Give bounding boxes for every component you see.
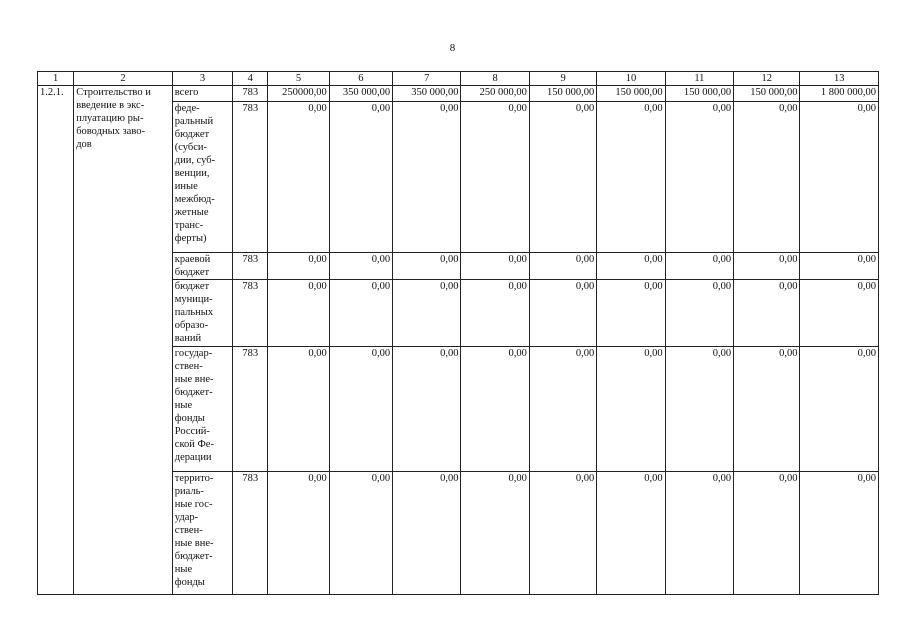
column-number-cell: 6 — [329, 72, 392, 86]
value-cell: 0,00 — [329, 102, 392, 253]
value-cell: 0,00 — [393, 253, 461, 280]
column-number-cell: 7 — [393, 72, 461, 86]
value-cell: 0,00 — [268, 280, 329, 347]
value-cell: 0,00 — [268, 253, 329, 280]
value-cell: 1 800 000,00 — [800, 86, 879, 102]
value-cell: 350 000,00 — [393, 86, 461, 102]
value-cell: 0,00 — [665, 253, 733, 280]
column-number-cell: 1 — [38, 72, 74, 86]
value-cell: 150 000,00 — [597, 86, 665, 102]
value-cell: 0,00 — [268, 347, 329, 472]
value-cell: 0,00 — [597, 472, 665, 595]
funding-source-cell: государ- ствен- ные вне- бюджет- ные фонды Россий- ской Фе- дерации — [172, 347, 232, 472]
value-cell: 0,00 — [665, 102, 733, 253]
value-cell: 0,00 — [329, 347, 392, 472]
value-cell: 0,00 — [800, 102, 879, 253]
value-cell: 0,00 — [268, 472, 329, 595]
value-cell: 0,00 — [393, 472, 461, 595]
code-cell: 783 — [233, 347, 268, 472]
value-cell: 0,00 — [665, 472, 733, 595]
code-cell: 783 — [233, 253, 268, 280]
value-cell: 250000,00 — [268, 86, 329, 102]
code-cell: 783 — [233, 102, 268, 253]
funding-source-cell: всего — [172, 86, 232, 102]
value-cell: 0,00 — [800, 280, 879, 347]
value-cell: 0,00 — [393, 347, 461, 472]
value-cell: 0,00 — [461, 280, 529, 347]
value-cell: 0,00 — [734, 472, 800, 595]
column-number-cell: 2 — [74, 72, 173, 86]
value-cell: 0,00 — [597, 280, 665, 347]
value-cell: 0,00 — [529, 280, 596, 347]
code-cell: 783 — [233, 280, 268, 347]
value-cell: 0,00 — [597, 253, 665, 280]
value-cell: 0,00 — [665, 280, 733, 347]
column-number-cell: 10 — [597, 72, 665, 86]
value-cell: 0,00 — [461, 472, 529, 595]
value-cell: 250 000,00 — [461, 86, 529, 102]
funding-source-cell: краевой бюджет — [172, 253, 232, 280]
value-cell: 0,00 — [597, 347, 665, 472]
value-cell: 0,00 — [393, 280, 461, 347]
value-cell: 0,00 — [800, 253, 879, 280]
column-number-cell: 4 — [233, 72, 268, 86]
value-cell: 0,00 — [529, 253, 596, 280]
column-number-cell: 3 — [172, 72, 232, 86]
value-cell: 0,00 — [268, 102, 329, 253]
item-name-cell: Строительство и введение в экс- плуатацию ры- боводных заво- дов — [74, 86, 173, 595]
value-cell: 0,00 — [461, 347, 529, 472]
value-cell: 0,00 — [800, 347, 879, 472]
funding-source-cell: бюджет муници- пальных образо- ваний — [172, 280, 232, 347]
value-cell: 0,00 — [393, 102, 461, 253]
value-cell: 150 000,00 — [665, 86, 733, 102]
value-cell: 0,00 — [734, 102, 800, 253]
value-cell: 150 000,00 — [529, 86, 596, 102]
item-number-cell: 1.2.1. — [38, 86, 74, 595]
value-cell: 150 000,00 — [734, 86, 800, 102]
value-cell: 0,00 — [529, 347, 596, 472]
budget-table — [37, 71, 879, 595]
funding-source-cell: феде- ральный бюджет (субси- дии, суб- венции, иные межбюд- жетные транс- ферты) — [172, 102, 232, 253]
value-cell: 0,00 — [529, 472, 596, 595]
value-cell: 0,00 — [461, 102, 529, 253]
value-cell: 0,00 — [461, 253, 529, 280]
funding-source-cell: террито- риаль- ные гос- удар- ствен- ные вне- бюджет- ные фонды — [172, 472, 232, 595]
column-number-cell: 11 — [665, 72, 733, 86]
code-cell: 783 — [233, 472, 268, 595]
column-number-cell: 13 — [800, 72, 879, 86]
code-cell: 783 — [233, 86, 268, 102]
value-cell: 0,00 — [529, 102, 596, 253]
page-number: 8 — [449, 42, 456, 54]
column-number-row — [38, 72, 879, 86]
column-number-cell: 9 — [529, 72, 596, 86]
value-cell: 0,00 — [734, 253, 800, 280]
column-number-cell: 8 — [461, 72, 529, 86]
value-cell: 0,00 — [665, 347, 733, 472]
value-cell: 0,00 — [734, 347, 800, 472]
value-cell: 0,00 — [329, 280, 392, 347]
value-cell: 0,00 — [329, 253, 392, 280]
funding-row — [38, 86, 879, 102]
value-cell: 0,00 — [734, 280, 800, 347]
value-cell: 0,00 — [800, 472, 879, 595]
column-number-cell: 5 — [268, 72, 329, 86]
value-cell: 350 000,00 — [329, 86, 392, 102]
value-cell: 0,00 — [329, 472, 392, 595]
column-number-cell: 12 — [734, 72, 800, 86]
value-cell: 0,00 — [597, 102, 665, 253]
